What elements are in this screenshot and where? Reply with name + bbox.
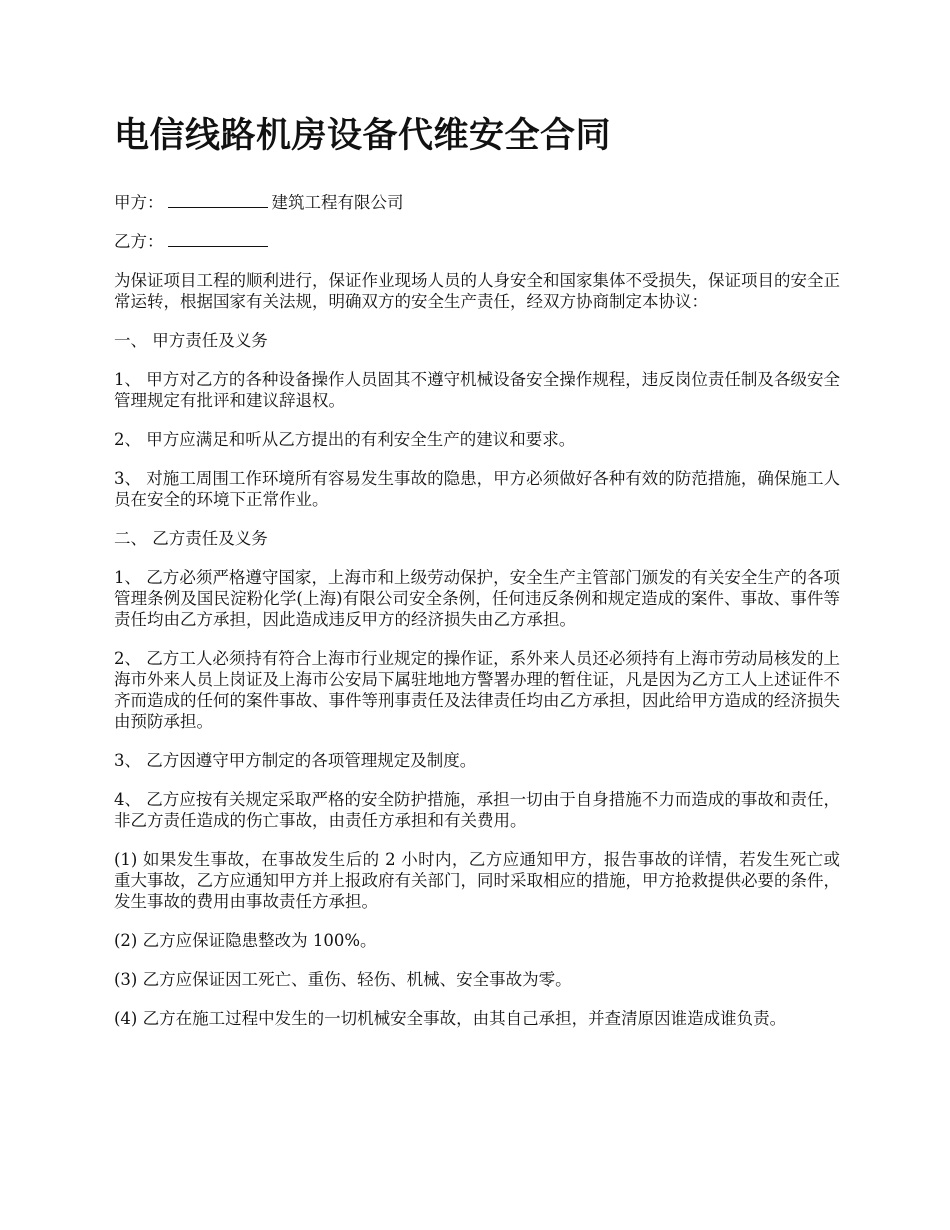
sub-clause-3: (3) 乙方应保证因工死亡、重伤、轻伤、机械、安全事故为零。 xyxy=(114,970,572,989)
sub-clause-2: (2) 乙方应保证隐患整改为 100%。 xyxy=(114,931,377,950)
party-a-clause-2: 2、 甲方应满足和听从乙方提出的有利安全生产的建议和要求。 xyxy=(114,430,576,449)
party-a-clause-1: 1、 甲方对乙方的各种设备操作人员固其不遵守机械设备安全操作规程，违反岗位责任制及各级安全管理规定有批评和建议辞退权。 xyxy=(114,370,840,410)
party-a-line xyxy=(114,192,840,213)
party-b-clause-1: 1、 乙方必须严格遵守国家，上海市和上级劳动保护，安全生产主管部门颁发的有关安全生产的各项管理条例及国民淀粉化学(上海)有限公司安全条例，任何违反条例和规定造成的案件、事故、事件等责任均由乙方承担，因此造成违反甲方的经济损失由乙方承担。 xyxy=(114,568,840,629)
party-b-line xyxy=(114,231,840,252)
document-page xyxy=(114,112,840,1047)
document-title: 电信线路机房设备代维安全合同 xyxy=(114,116,612,156)
party-b-blank xyxy=(168,231,268,247)
party-a-blank xyxy=(168,192,268,208)
section-heading-party-a: 一、 甲方责任及义务 xyxy=(114,331,268,350)
sub-clause-4: (4) 乙方在施工过程中发生的一切机械安全事故，由其自己承担，并查清原因谁造成谁负责。 xyxy=(114,1009,787,1028)
party-a-clause-3: 3、 对施工周围工作环境所有容易发生事故的隐患，甲方必须做好各种有效的防范措施，确保施工人员在安全的环境下正常作业。 xyxy=(114,469,840,509)
preamble-paragraph: 为保证项目工程的顺利进行，保证作业现场人员的人身安全和国家集体不受损失，保证项目的安全正常运转，根据国家有关法规，明确双方的安全生产责任，经双方协商制定本协议： xyxy=(114,271,840,311)
party-a-name: 建筑工程有限公司 xyxy=(271,193,404,212)
party-b-label: 乙方： xyxy=(114,232,164,251)
party-b-clause-3: 3、 乙方因遵守甲方制定的各项管理规定及制度。 xyxy=(114,751,477,770)
party-a-label: 甲方： xyxy=(114,193,164,212)
party-b-clause-4: 4、 乙方应按有关规定采取严格的安全防护措施，承担一切由于自身措施不力而造成的事故和责任，非乙方责任造成的伤亡事故，由责任方承担和有关费用。 xyxy=(114,790,840,830)
party-b-clause-2: 2、 乙方工人必须持有符合上海市行业规定的操作证，系外来人员还必须持有上海市劳动局核发的上海市外来人员上岗证及上海市公安局下属驻地地方警署办理的暂住证，凡是因为乙方工人上述证件不齐而造成的任何的案件事故、事件等刑事责任及法律责任均由乙方承担，因此给甲方造成的经济损失由预防承担。 xyxy=(114,649,840,731)
section-heading-party-b: 二、 乙方责任及义务 xyxy=(114,529,268,548)
sub-clause-1: (1) 如果发生事故，在事故发生后的 2 小时内，乙方应通知甲方，报告事故的详情，若发生死亡或重大事故，乙方应通知甲方并上报政府有关部门，同时采取相应的措施，甲方抢救提供必要的条件，发生事故的费用由事故责任方承担。 xyxy=(114,850,840,911)
